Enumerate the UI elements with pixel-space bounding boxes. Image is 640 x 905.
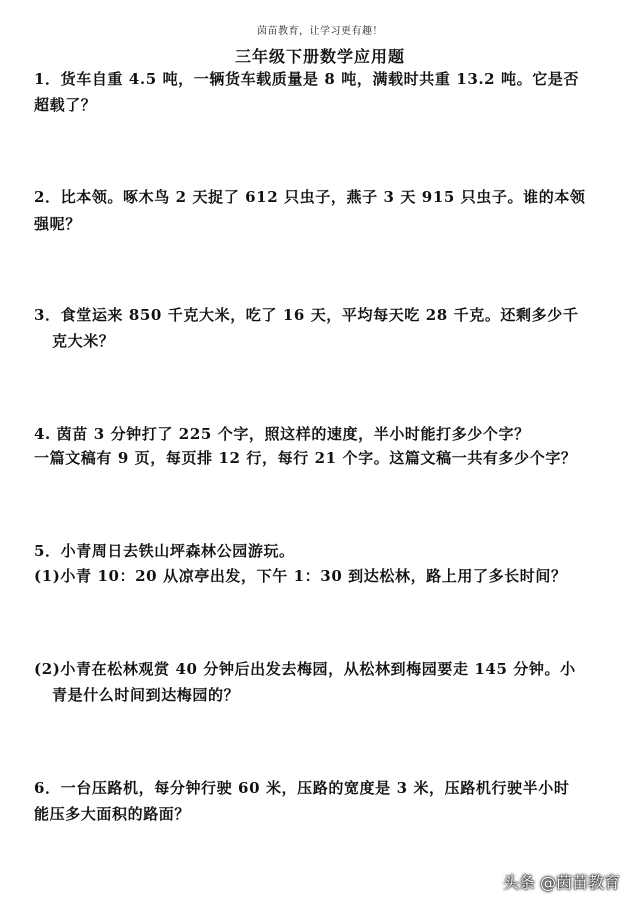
header-note: 茵苗教育，让学习更有趣！ bbox=[257, 26, 383, 37]
watermark-text: 头条 @茵苗教育 bbox=[502, 873, 620, 892]
question-1-line-1: 1．货车自重 4.5 吨，一辆货车载质量是 8 吨，满载时共重 13.2 吨。它是否 bbox=[34, 70, 580, 88]
question-1-line-2: 超载了？ bbox=[34, 96, 97, 114]
question-4-line-1: 4. 茵苗 3 分钟打了 225 个字，照这样的速度，半小时能打多少个字？ bbox=[34, 425, 530, 443]
question-4-line-2: 一篇文稿有 9 页，每页排 12 行，每行 21 个字。这篇文稿一共有多少个字？ bbox=[34, 449, 577, 467]
watermark bbox=[503, 870, 620, 893]
question-5-sub-2-line-1: (2)小青在松林观赏 40 分钟后出发去梅园，从松林到梅园要走 145 分钟。小 bbox=[34, 660, 576, 678]
question-5-sub-2-line-2: 青是什么时间到达梅园的？ bbox=[52, 686, 240, 704]
question-2-line-1: 2．比本领。啄木鸟 2 天捉了 612 只虫子，燕子 3 天 915 只虫子。谁的本领 bbox=[34, 188, 586, 206]
question-3-line-2: 克大米？ bbox=[52, 332, 115, 350]
question-6-line-1: 6．一台压路机，每分钟行驶 60 米，压路的宽度是 3 米，压路机行驶半小时 bbox=[34, 779, 570, 797]
question-2-line-2: 强呢？ bbox=[34, 215, 81, 233]
question-6-line-2: 能压多大面积的路面？ bbox=[34, 805, 191, 823]
question-3-line-1: 3．食堂运来 850 千克大米，吃了 16 天，平均每天吃 28 千克。还剩多少千 bbox=[34, 306, 579, 324]
question-5-line-1: 5．小青周日去铁山坪森林公园游玩。 bbox=[34, 542, 295, 560]
page-title: 三年级下册数学应用题 bbox=[234, 47, 405, 66]
question-5-sub-1: (1)小青 10：20 从凉亭出发，下午 1：30 到达松林，路上用了多长时间？ bbox=[34, 567, 567, 585]
